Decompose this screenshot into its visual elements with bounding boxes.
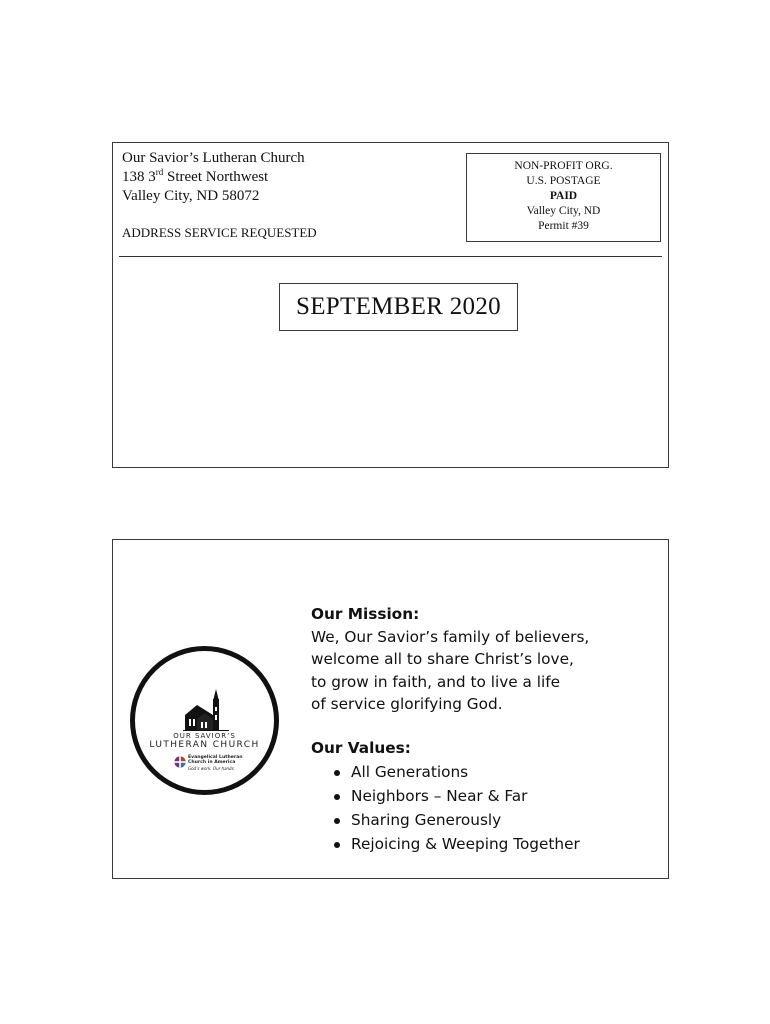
address-service-requested: ADDRESS SERVICE REQUESTED: [122, 225, 317, 240]
mission-panel: [112, 539, 669, 879]
church-logo: [130, 646, 279, 795]
divider-line: [119, 256, 662, 257]
church-building-icon: [183, 689, 229, 731]
mission-statement: [311, 603, 651, 856]
postage-line-city: Valley City, ND: [526, 205, 601, 217]
values-heading: Our Values:: [311, 738, 411, 757]
values-list: [311, 760, 651, 856]
mission-line: to grow in faith, and to live a life: [311, 672, 561, 691]
postage-line-nonprofit: NON-PROFIT ORG.: [514, 160, 613, 172]
elca-cross-icon: [174, 756, 186, 768]
value-item: Sharing Generously: [332, 808, 651, 832]
issue-date-title: SEPTEMBER 2020: [279, 283, 518, 331]
value-item: Rejoicing & Weeping Together: [332, 832, 651, 856]
mission-heading: Our Mission:: [311, 605, 420, 623]
mailing-panel: [112, 142, 669, 468]
logo-name-line1: OUR SAVIOR’S: [173, 732, 236, 740]
elca-tagline: God’s work. Our hands.: [188, 766, 235, 771]
value-item: All Generations: [332, 760, 651, 784]
elca-name-line1: Evangelical Lutheran: [188, 755, 243, 760]
elca-name-line2: Church in America: [188, 760, 236, 765]
postage-line-permit: Permit #39: [538, 220, 589, 232]
postage-line-paid: PAID: [549, 190, 578, 202]
return-address-city: Valley City, ND 58072: [122, 188, 260, 204]
return-address: [122, 149, 305, 206]
logo-name-line2: LUTHERAN CHURCH: [149, 740, 260, 750]
postage-indicia: [466, 153, 661, 242]
mission-line: of service glorifying God.: [311, 695, 503, 713]
mission-line: welcome all to share Christ’s love,: [311, 650, 574, 668]
mission-line: We, Our Savior’s family of believers,: [311, 627, 590, 646]
value-item: Neighbors – Near & Far: [332, 784, 651, 808]
return-address-name: Our Savior’s Lutheran Church: [122, 150, 305, 166]
postage-line-postage: U.S. POSTAGE: [526, 175, 601, 187]
return-address-street: 138 3rd Street Northwest: [122, 167, 269, 185]
